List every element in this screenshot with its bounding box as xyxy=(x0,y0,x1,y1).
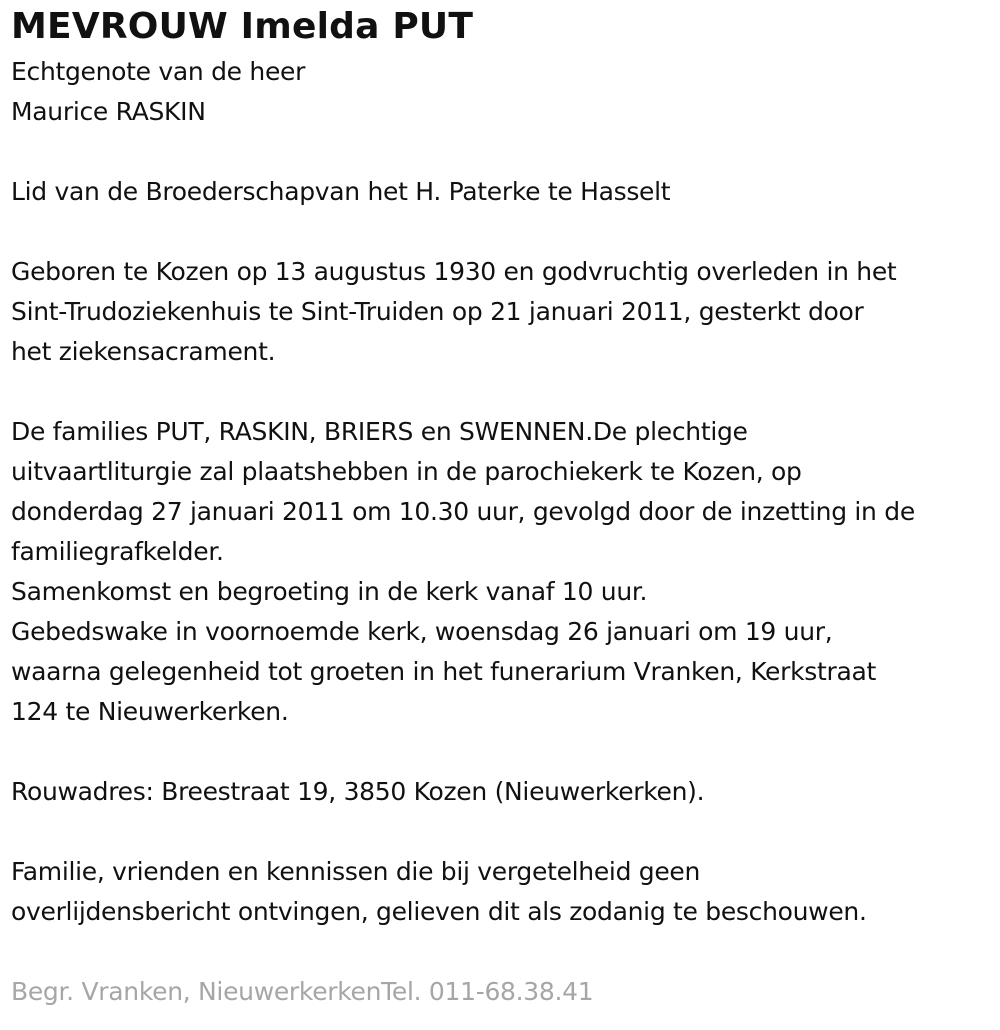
spouse-name-line: Maurice RASKIN xyxy=(11,97,206,126)
funeral-line: uitvaartliturgie zal plaatshebben in de parochiekerk te Kozen, op xyxy=(11,457,802,486)
closing-line: overlijdensbericht ontvingen, gelieven dit als zodanig te beschouwen. xyxy=(11,897,867,926)
birth-death-line: het ziekensacrament. xyxy=(11,337,276,366)
paragraph-spacer xyxy=(11,732,1000,772)
deceased-name-title: MEVROUW Imelda PUT xyxy=(11,6,474,47)
funeral-line: donderdag 27 januari 2011 om 10.30 uur, gevolgd door de inzetting in de xyxy=(11,497,915,526)
closing-line: Familie, vrienden en kennissen die bij vergetelheid geen xyxy=(11,857,701,886)
membership-line: Lid van de Broederschapvan het H. Paterke te Hasselt xyxy=(11,177,671,206)
paragraph-spacer xyxy=(11,372,1000,412)
funeral-home-footer: Begr. Vranken, NieuwerkerkenTel. 011-68.38.41 xyxy=(11,977,594,1006)
funeral-line: De families PUT, RASKIN, BRIERS en SWENNEN.De plechtige xyxy=(11,417,748,446)
paragraph-spacer xyxy=(11,212,1000,252)
vigil-line: waarna gelegenheid tot groeten in het funerarium Vranken, Kerkstraat xyxy=(11,657,877,686)
spouse-block xyxy=(11,52,1000,1012)
paragraph-spacer xyxy=(11,132,1000,172)
birth-death-line: Sint-Trudoziekenhuis te Sint-Truiden op 21 januari 2011, gesterkt door xyxy=(11,297,864,326)
vigil-line: 124 te Nieuwerkerken. xyxy=(11,697,289,726)
vigil-line: Gebedswake in voornoemde kerk, woensdag 26 januari om 19 uur, xyxy=(11,617,833,646)
paragraph-spacer xyxy=(11,812,1000,852)
funeral-line: familiegrafkelder. xyxy=(11,537,224,566)
paragraph-spacer xyxy=(11,932,1000,972)
mourning-address: Rouwadres: Breestraat 19, 3850 Kozen (Nieuwerkerken). xyxy=(11,777,705,806)
gathering-line: Samenkomst en begroeting in de kerk vanaf 10 uur. xyxy=(11,577,648,606)
birth-death-line: Geboren te Kozen op 13 augustus 1930 en godvruchtig overleden in het xyxy=(11,257,897,286)
spouse-line: Echtgenote van de heer xyxy=(11,57,306,86)
